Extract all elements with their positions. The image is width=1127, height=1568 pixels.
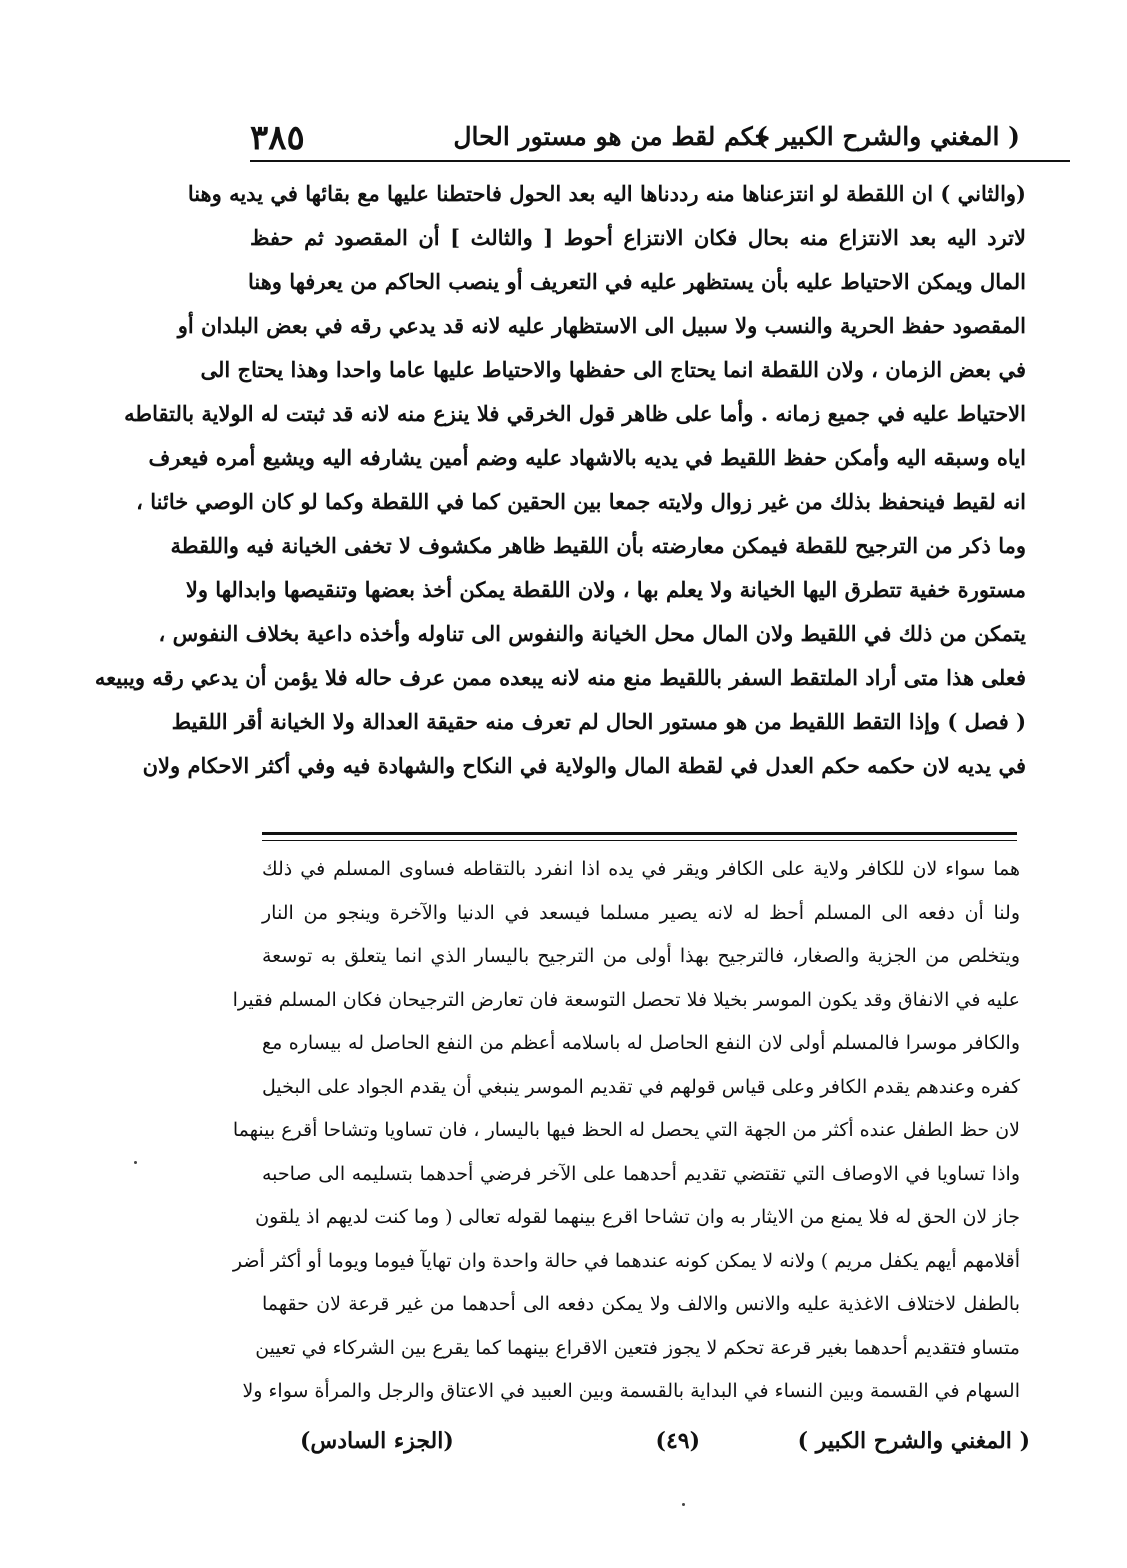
main-line: الاحتياط عليه في جميع زمانه . وأما على ظاهر قول الخرقي فلا ينزع منه لانه قد ثبتت له الولاية بالتقاطه: [124, 401, 1026, 426]
main-line: المال ويمكن الاحتياط عليه بأن يستظهر عليه في التعريف أو ينصب الحاكم من يعرفها وهنا: [247, 269, 1026, 294]
section-divider-thin: [262, 840, 1017, 841]
main-line: لاترد اليه بعد الانتزاع منه بحال فكان الانتزاع أحوط [ والثالث ] أن المقصود ثم حفظ: [250, 225, 1026, 250]
commentary-line: جاز لان الحق له فلا يمنع من الايثار به وان تشاحا اقرع بينهما لقوله تعالى ( وما كنت لديهم اذ يلقون: [255, 1206, 1020, 1228]
main-line: ( فصل ) وإذا التقط اللقيط من هو مستور الحال لم تعرف منه حقيقة العدالة ولا الخيانة أقر اللقيط: [171, 709, 1026, 734]
commentary-line: لان حظ الطفل عنده أكثر من الجهة التي يحصل له الحظ فيها باليسار ، فان تساويا وتشاحا أقرع بينهما: [232, 1119, 1020, 1141]
commentary-line: أقلامهم أيهم يكفل مريم ) ولانه لا يمكن كونه عندهما في حالة واحدة وان تهايآ فيوما ويوما أو أكثر أضر: [232, 1249, 1020, 1272]
footer-signature-number: (٤٩): [655, 1428, 700, 1454]
commentary-line: هما سواء لان للكافر ولاية على الكافر ويقر في يده اذا انفرد بالتقاطه فساوى المسلم في ذلك: [262, 858, 1020, 880]
running-book-title: ( المغني والشرح الكبير ): [755, 122, 1020, 151]
main-line: مستورة خفية تتطرق اليها الخيانة ولا يعلم بها ، ولان اللقطة يمكن أخذ بعضها وتنقيصها وابدالها ولا: [185, 577, 1026, 602]
main-line: فعلى هذا متى أراد الملتقط السفر باللقيط منع منه لانه يبعده ممن عرف حاله فلا يؤمن أن يدعي رقه ويبيعه: [94, 665, 1026, 690]
scan-speck: [682, 1503, 685, 1506]
commentary-line: السهام في القسمة وبين النساء في البداية بالقسمة وبين العبيد في الاعتاق والرجل والمرأة سواء ولا: [242, 1380, 1020, 1402]
commentary-line: كفره وعندهم يقدم الكافر وعلى قياس قولهم في تقديم الموسر ينبغي أن يقدم الجواد على البخيل: [262, 1075, 1020, 1098]
footer-volume: (الجزء السادس): [300, 1428, 454, 1454]
commentary-line: ويتخلص من الجزية والصغار، فالترجيح بهذا أولى من الترجيح باليسار الذي انما يتعلق به توسعة: [262, 945, 1020, 967]
page-footer: [300, 1428, 1030, 1468]
main-line: المقصود حفظ الحرية والنسب ولا سبيل الى الاستظهار عليه لانه قد يدعي رقه في بعض البلدان أو: [177, 313, 1026, 338]
main-line: اياه وسبقه اليه وأمكن حفظ اللقيط في يديه بالاشهاد عليه وضم أمين يشارفه اليه ويشيع أمره فيعرف: [148, 445, 1026, 470]
commentary-line: والكافر موسرا فالمسلم أولى لان النفع الحاصل له باسلامه أعظم من النفع الحاصل له بيساره مع: [262, 1032, 1020, 1054]
main-line: (والثاني ) ان اللقطة لو انتزعناها منه رددناها اليه بعد الحول فاحتطنا عليها مع بقائها في يديه وهنا: [187, 181, 1026, 206]
commentary-line: بالطفل لاختلاف الاغذية عليه والانس والالف ولا يمكن دفعه الى أحدهما من غير قرعة لان حقهما: [262, 1293, 1020, 1315]
running-section-title: حكم لقط من هو مستور الحال: [453, 122, 770, 151]
main-line: في بعض الزمان ، ولان اللقطة انما يحتاج الى حفظها والاحتياط عليها عاما واحدا وهذا يحتاج الى: [200, 357, 1026, 382]
scan-speck: [134, 1161, 137, 1164]
commentary-line: واذا تساويا في الاوصاف التي تقتضي تقديم أحدهما على الآخر فرضي أحدهما بتسليمه الى صاحبه: [262, 1162, 1020, 1185]
footer-book-title: ( المغني والشرح الكبير ): [797, 1428, 1030, 1454]
section-divider: [262, 832, 1017, 835]
header-rule: [250, 160, 1070, 162]
main-line: وما ذكر من الترجيح للقطة فيمكن معارضته بأن اللقيط ظاهر مكشوف لا تخفى الخيانة فيه واللقطة: [170, 533, 1026, 558]
main-line: في يديه لان حكمه حكم العدل في لقطة المال والولاية في النكاح والشهادة فيه وفي أكثر الاحكام ولان: [142, 753, 1026, 778]
commentary-line: ولنا أن دفعه الى المسلم أحظ له لانه يصير مسلما فيسعد في الدنيا والآخرة وينجو من النار: [262, 901, 1020, 924]
commentary-text: [232, 848, 1020, 1414]
page-number: ٣٨٥: [250, 118, 305, 158]
commentary-line: متساو فتقديم أحدهما بغير قرعة تحكم لا يجوز فتعين الاقراع بينهما كما يقرع بين الشركاء في تعيين: [255, 1336, 1020, 1359]
main-line: يتمكن من ذلك في اللقيط ولان المال محل الخيانة والنفوس الى تناوله وأخذه داعية بخلاف النفوس ،: [158, 621, 1026, 646]
commentary-line: عليه في الانفاق وقد يكون الموسر بخيلا فلا تحصل التوسعة فان تعارض الترجيحان فكان المسلم فقيرا: [232, 988, 1020, 1011]
main-text: [94, 172, 1026, 788]
main-line: انه لقيط فينحفظ بذلك من غير زوال ولايته جمعا بين الحقين كما في اللقطة وكما لو كان الوصي خائنا ،: [136, 489, 1026, 514]
